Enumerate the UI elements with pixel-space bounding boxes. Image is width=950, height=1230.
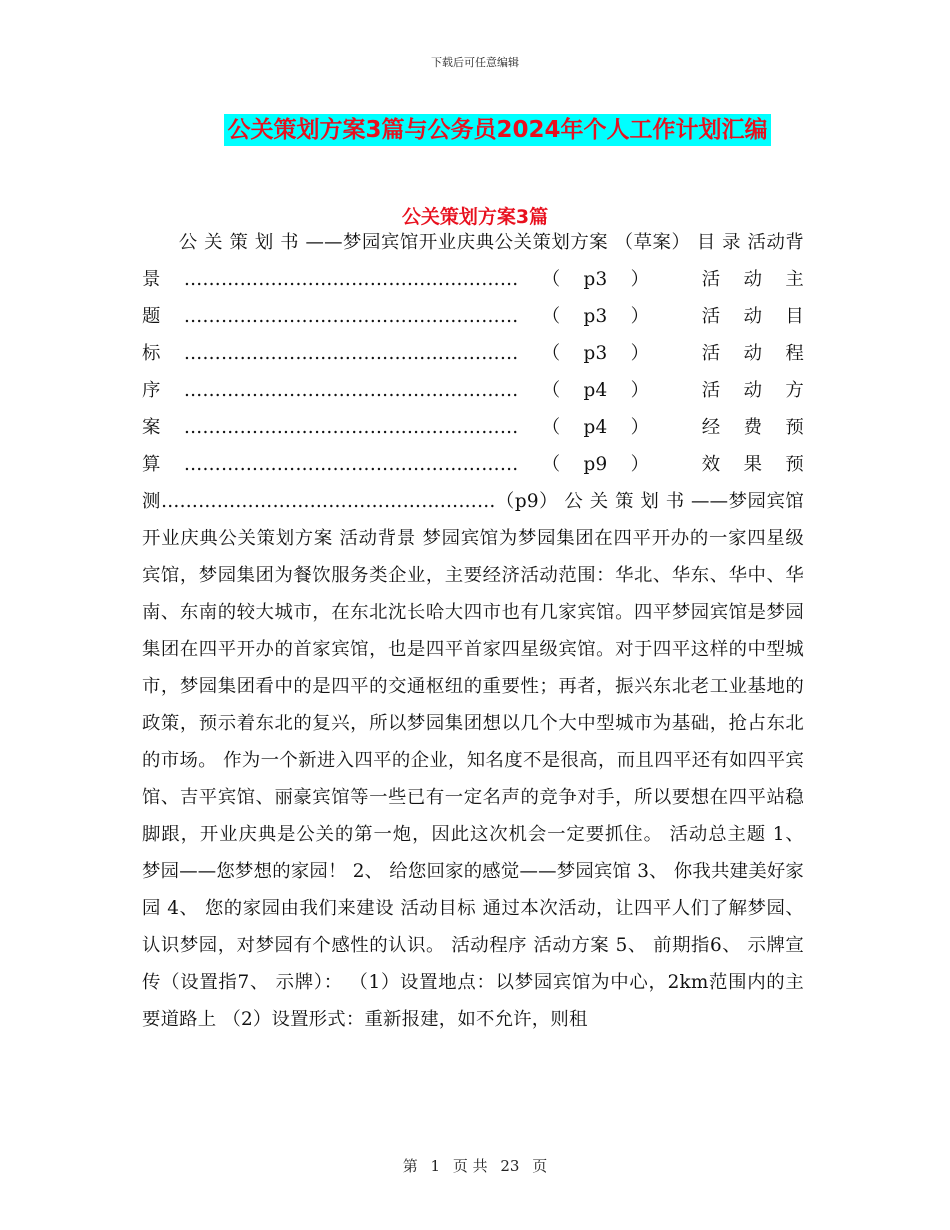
- page-footer: [0, 1155, 950, 1176]
- footer-middle: 页 共: [452, 1157, 488, 1175]
- total-page-count: 23: [500, 1157, 520, 1175]
- section-title: 公关策划方案3篇: [401, 206, 549, 228]
- footer-prefix: 第: [402, 1157, 418, 1175]
- footer-suffix: 页: [532, 1157, 548, 1175]
- current-page-number: 1: [430, 1157, 441, 1175]
- title-block: [0, 114, 950, 146]
- document-title: 公关策划方案3篇与公务员2024年个人工作计划汇编: [224, 114, 770, 146]
- body-paragraph: 公 关 策 划 书 ——梦园宾馆开业庆典公关策划方案 （草案） 目 录 活动背景………………………………………………（p3） 活动主题………………………………………………（p3） 活动目标………………………………………………（p3） 活动程序………………………………………………（p4） 活动方案………………………………………………（p4） 经费预算………………………………………………（p9） 效果预测………………………………………………（p9） 公 关 策 划 书 ——梦园宾馆开业庆典公关策划方案 活动背景 梦园宾馆为梦园集团在四平开办的一家四星级宾馆，梦园集团为餐饮服务类企业，主要经济活动范围：华北、华东、华中、华南、东南的较大城市，在东北沈长哈大四市也有几家宾馆。四平梦园宾馆是梦园集团在四平开办的首家宾馆，也是四平首家四星级宾馆。对于四平这样的中型城市，梦园集团看中的是四平的交通枢纽的重要性；再者，振兴东北老工业基地的政策，预示着东北的复兴，所以梦园集团想以几个大中型城市为基础，抢占东北的市场。 作为一个新进入四平的企业，知名度不是很高，而且四平还有如四平宾馆、吉平宾馆、丽豪宾馆等一些已有一定名声的竞争对手，所以要想在四平站稳脚跟，开业庆典是公关的第一炮，因此这次机会一定要抓住。 活动总主题 1、 梦园——您梦想的家园！ 2、 给您回家的感觉——梦园宾馆 3、 你我共建美好家园 4、 您的家园由我们来建设 活动目标 通过本次活动，让四平人们了解梦园、认识梦园，对梦园有个感性的认识。 活动程序 活动方案 5、 前期指6、 示牌宣传（设置指7、 示牌）： （1）设置地点：以梦园宾馆为中心，2km范围内的主要道路上 （2）设置形式：重新报建，如不允许，则租: [142, 232, 804, 1030]
- page-header: 下载后可任意编辑: [431, 56, 519, 69]
